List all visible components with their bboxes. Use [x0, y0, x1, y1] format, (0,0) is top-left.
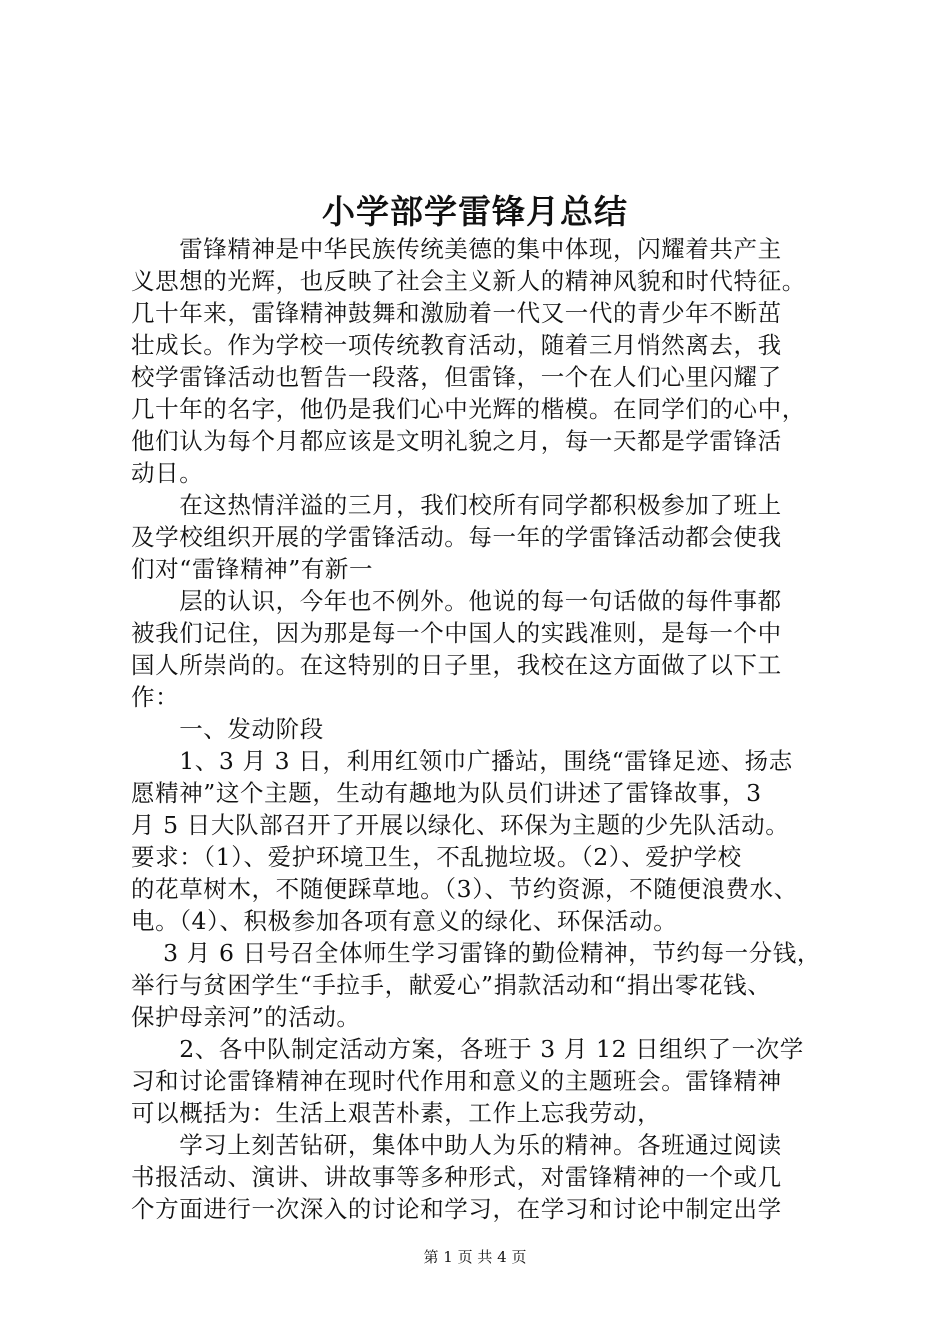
body-line: 习和讨论雷锋精神在现时代作用和意义的主题班会。雷锋精神 [131, 1067, 782, 1095]
body-line: 要求：（1）、爱护环境卫生，不乱抛垃圾。（2）、爱护学校 [131, 843, 742, 871]
body-line: 1、3 月 3 日，利用红领巾广播站，围绕“雷锋足迹、扬志 [131, 747, 793, 775]
document-title: 小学部学雷锋月总结 [322, 192, 628, 231]
body-line: 及学校组织开展的学雷锋活动。每一年的学雷锋活动都会使我 [131, 523, 782, 551]
section-heading: 一、发动阶段 [131, 715, 324, 743]
body-line: 层的认识，今年也不例外。他说的每一句话做的每件事都 [131, 587, 782, 615]
body-line: 雷锋精神是中华民族传统美德的集中体现，闪耀着共产主 [131, 235, 782, 263]
body-line: 被我们记住，因为那是每一个中国人的实践准则，是每一个中 [131, 619, 782, 647]
body-line: 作： [131, 683, 180, 711]
body-line: 壮成长。作为学校一项传统教育活动，随着三月悄然离去，我 [131, 331, 782, 359]
body-line: 动日。 [131, 459, 204, 487]
body-line: 可以概括为：生活上艰苦朴素，工作上忘我劳动， [131, 1099, 662, 1127]
body-line: 义思想的光辉，也反映了社会主义新人的精神风貌和时代特征。 [131, 267, 806, 295]
body-line: 2、各中队制定活动方案，各班于 3 月 12 日组织了一次学 [131, 1035, 804, 1063]
body-line: 举行与贫困学生“手拉手，献爱心”捐款活动和“捐出零花钱、 [131, 971, 772, 999]
body-line: 校学雷锋活动也暂告一段落，但雷锋，一个在人们心里闪耀了 [131, 363, 782, 391]
body-line: 几十年的名字，他仍是我们心中光辉的楷模。在同学们的心中， [131, 395, 806, 423]
body-line: 学习上刻苦钻研，集体中助人为乐的精神。各班通过阅读 [131, 1131, 782, 1159]
body-line: 的花草树木，不随便踩草地。（3）、节约资源，不随便浪费水、 [131, 875, 798, 903]
body-line: 书报活动、演讲、讲故事等多种形式，对雷锋精神的一个或几 [131, 1163, 782, 1191]
page-footer: 第 1 页 共 4 页 [423, 1248, 527, 1266]
body-line: 保护母亲河”的活动。 [131, 1003, 361, 1031]
body-line: 他们认为每个月都应该是文明礼貌之月，每一天都是学雷锋活 [131, 427, 782, 455]
body-line: 电。（4）、积极参加各项有意义的绿化、环保活动。 [131, 907, 678, 935]
body-line: 3 月 6 日号召全体师生学习雷锋的勤俭精神，节约每一分钱， [131, 939, 821, 967]
body-line: 个方面进行一次深入的讨论和学习，在学习和讨论中制定出学 [131, 1195, 782, 1223]
body-line: 国人所崇尚的。在这特别的日子里，我校在这方面做了以下工 [131, 651, 782, 679]
body-line: 在这热情洋溢的三月，我们校所有同学都积极参加了班上 [131, 491, 782, 519]
body-line: 月 5 日大队部召开了开展以绿化、环保为主题的少先队活动。 [131, 811, 790, 839]
body-line: 愿精神”这个主题，生动有趣地为队员们讲述了雷锋故事，3 [131, 779, 762, 807]
body-line: 几十年来，雷锋精神鼓舞和激励着一代又一代的青少年不断茁 [131, 299, 782, 327]
body-line: 们对“雷锋精神”有新一 [131, 555, 374, 583]
